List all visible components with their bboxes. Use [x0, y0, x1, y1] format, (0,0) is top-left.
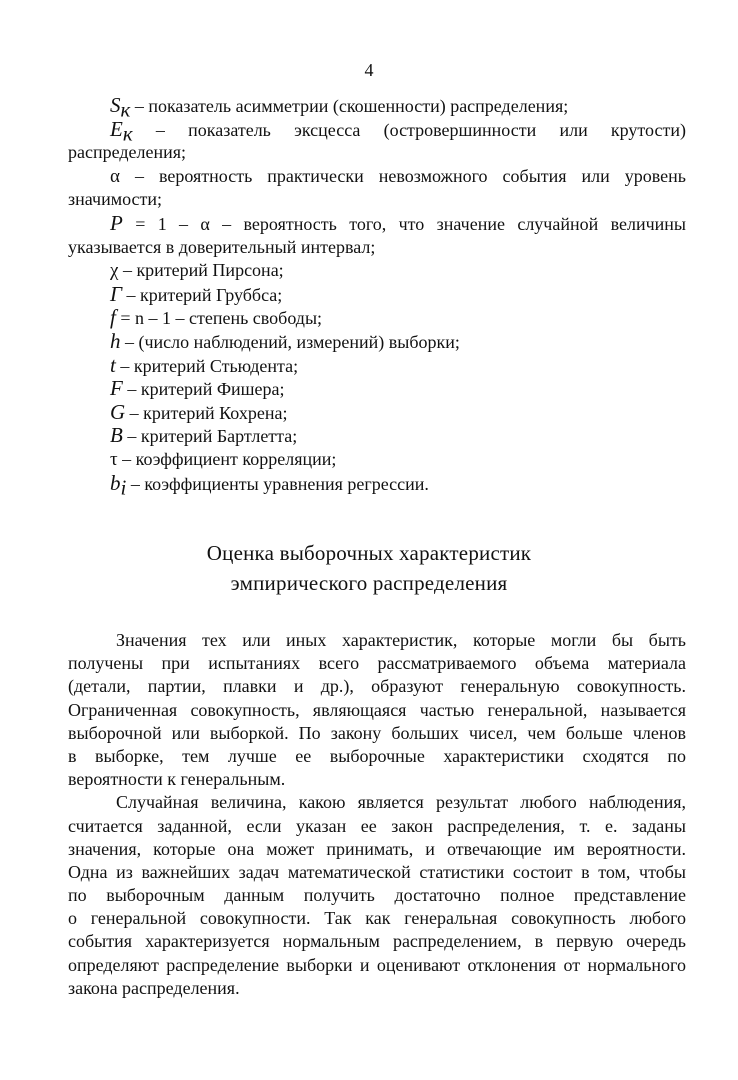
notation-item — [68, 165, 686, 189]
notation-subscript: к — [120, 97, 131, 122]
notation-text: – критерий Фишера; — [127, 379, 285, 400]
paragraph-line: по выборочным данным получить достаточно полное представление — [68, 885, 686, 906]
paragraph-line: вероятности к генеральным. — [68, 769, 286, 790]
notation-item — [68, 377, 686, 401]
section-heading-line: эмпирического распределения — [230, 571, 508, 595]
paragraph-line: Одна из важнейших задач математической статистики состоит в том, чтобы — [68, 861, 686, 882]
notation-text: – коэффициенты уравнения регрессии. — [130, 473, 429, 494]
notation-symbol: E — [110, 117, 123, 141]
paragraph-line: значения, которые она может принимать, и отвечающие им вероятности. — [68, 838, 686, 859]
notation-subscript: i — [120, 475, 127, 500]
notation-text-continued: значимости; — [68, 189, 163, 210]
notation-symbol: χ — [110, 260, 119, 282]
notation-text: – коэффициент корреляции; — [122, 448, 337, 469]
notation-item — [68, 354, 686, 378]
notation-symbol: α — [110, 165, 120, 187]
notation-symbol: B — [110, 423, 123, 448]
paragraph-line: (детали, партии, плавки и др.), образуют генеральную совокупность. — [68, 676, 686, 697]
notation-subscript: к — [122, 121, 133, 142]
notation-item — [68, 401, 686, 425]
notation-item — [68, 330, 686, 354]
notation-list — [68, 93, 686, 500]
notation-text: – критерий Груббса; — [126, 284, 283, 305]
notation-text: = 1 – α – вероятность того, что значение случайной величины — [135, 213, 686, 234]
notation-text: – критерий Пирсона; — [122, 260, 284, 281]
notation-item — [68, 118, 686, 142]
paragraph-line: выборочной или выборкой. По закону больших чисел, чем больше членов — [68, 722, 686, 743]
notation-symbol: Г — [110, 281, 122, 306]
notation-text: = n – 1 – степень свободы; — [120, 308, 323, 329]
notation-text-continued: указывается в доверительный интервал; — [68, 236, 376, 257]
notation-item — [68, 470, 686, 500]
notation-text: – критерий Стьюдента; — [120, 355, 299, 376]
notation-item — [68, 306, 686, 330]
notation-text-continued: распределения; — [68, 142, 187, 163]
page-number: 4 — [364, 60, 374, 80]
notation-symbol: G — [110, 399, 126, 424]
notation-text: – показатель асимметрии (скошенности) распределения; — [134, 96, 569, 116]
paragraph-line: получены при испытаниях всего рассматриваемого объема материала — [68, 653, 686, 674]
section-heading — [0, 538, 738, 598]
notation-text: – критерий Кохрена; — [129, 402, 288, 423]
notation-text: – вероятность практически невозможного события или уровень — [134, 165, 686, 186]
notation-item — [68, 212, 686, 236]
notation-symbol: P — [110, 211, 123, 235]
paragraph-line: в выборке, тем лучше ее выборочные характеристики сходятся по — [68, 745, 686, 766]
paragraph-line: Ограниченная совокупность, являющаяся частью генеральной, называется — [68, 699, 686, 720]
section-heading-line: Оценка выборочных характеристик — [206, 541, 532, 565]
notation-symbol: h — [110, 328, 121, 353]
paragraph-line: Значения тех или иных характеристик, которые могли бы быть — [116, 630, 686, 650]
paragraph-line: Случайная величина, какою является результат любого наблюдения, — [116, 792, 686, 813]
notation-symbol: f — [110, 305, 116, 330]
notation-text: – критерий Бартлетта; — [127, 426, 298, 447]
paragraph-line: о генеральной совокупности. Так как генеральная совокупность любого — [68, 908, 686, 929]
notation-text: – показатель эксцесса (островершинности или крутости) — [155, 119, 686, 140]
notation-item — [68, 424, 686, 448]
paragraph-line: определяют распределение выборки и оценивают отклонения от нормального — [68, 954, 686, 975]
paragraph-line: закона распределения. — [68, 977, 240, 998]
notation-symbol: S — [110, 93, 121, 117]
notation-item — [68, 448, 686, 472]
paragraph-line: события характеризуется нормальным распределением, в первую очередь — [68, 931, 686, 952]
paragraph-line: считается заданной, если указан ее закон распределения, т. е. заданы — [68, 815, 686, 836]
notation-symbol: τ — [110, 448, 118, 470]
notation-symbol: F — [110, 376, 123, 401]
notation-item — [68, 259, 686, 283]
body-text — [68, 629, 686, 1000]
notation-symbol: t — [110, 352, 116, 377]
notation-symbol: b — [110, 470, 121, 495]
notation-item — [68, 283, 686, 307]
notation-text: – (число наблюдений, измерений) выборки; — [125, 331, 460, 352]
notation-item — [68, 93, 686, 122]
